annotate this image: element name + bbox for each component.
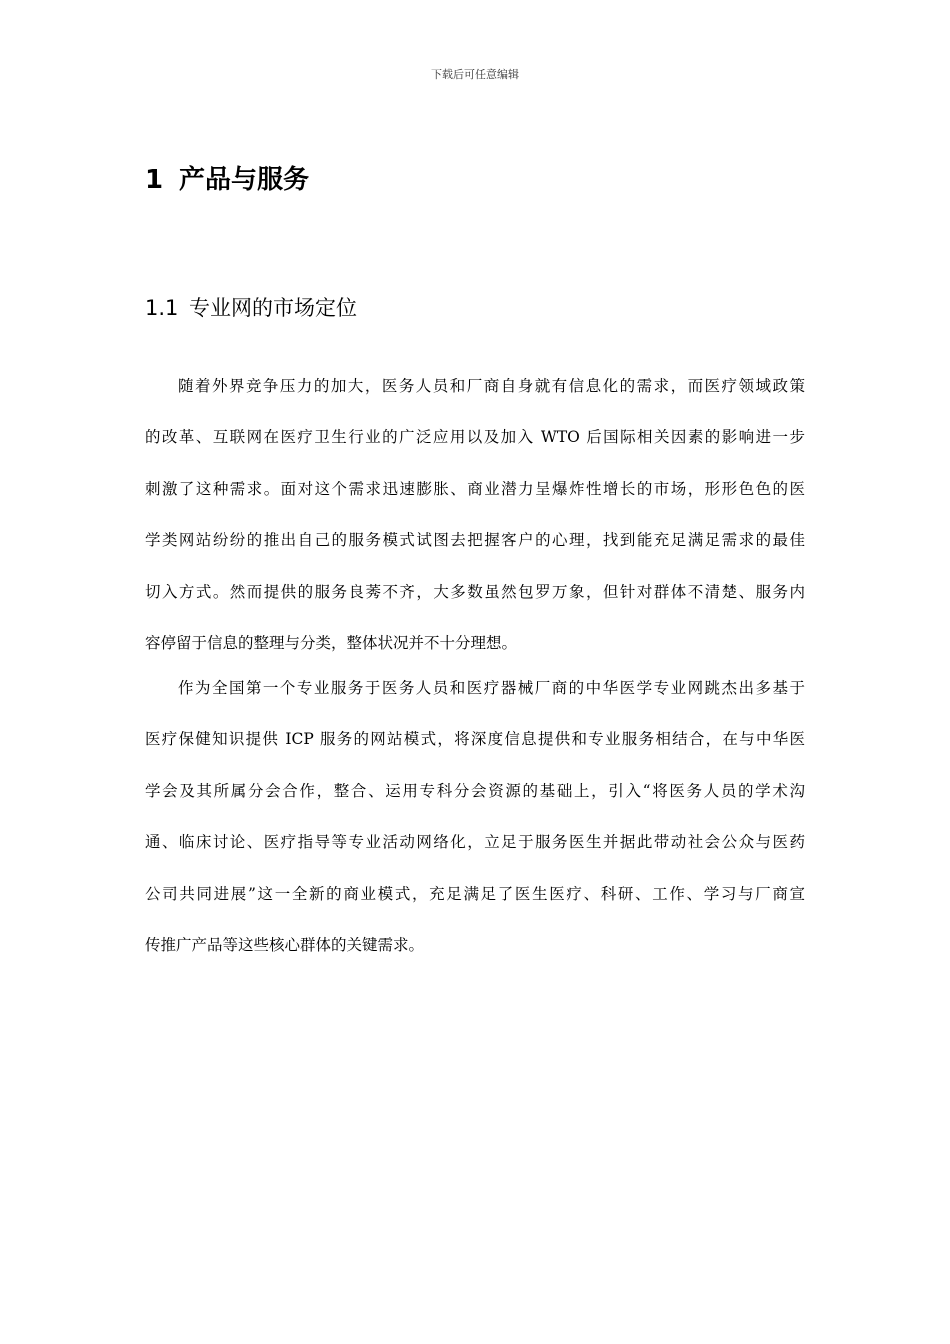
body-paragraph-2 — [145, 663, 805, 971]
chapter-title: 产品与服务 — [179, 165, 310, 195]
chapter-heading — [145, 159, 309, 196]
section-heading — [145, 292, 357, 322]
paragraph-line: 刺激了这种需求。面对这个需求迅速膨胀、商业潜力呈爆炸性增长的市场，形形色色的医 — [145, 479, 805, 498]
paragraph-line: 的改革、互联网在医疗卫生行业的广泛应用以及加入 WTO 后国际相关因素的影响进一步 — [145, 428, 805, 447]
paragraph-line: 学类网站纷纷的推出自己的服务模式试图去把握客户的心理，找到能充足满足需求的最佳 — [145, 531, 805, 550]
section-number: 1.1 — [145, 296, 179, 320]
paragraph-line: 公司共同进展”这一全新的商业模式，充足满足了医生医疗、科研、工作、学习与厂商宣 — [145, 884, 805, 903]
paragraph-line: 通、临床讨论、医疗指导等专业活动网络化，立足于服务医生并据此带动社会公众与医药 — [145, 833, 805, 852]
paragraph-line: 随着外界竞争压力的加大，医务人员和厂商自身就有信息化的需求，而医疗领域政策 — [178, 377, 805, 395]
page-header-note: 下载后可任意编辑 — [431, 68, 519, 81]
paragraph-line: 切入方式。然而提供的服务良莠不齐，大多数虽然包罗万象，但针对群体不清楚、服务内 — [145, 582, 805, 601]
paragraph-line: 作为全国第一个专业服务于医务人员和医疗器械厂商的中华医学专业网跳杰出多基于 — [178, 679, 805, 697]
paragraph-line: 传推广产品等这些核心群体的关键需求。 — [145, 936, 425, 955]
paragraph-line: 医疗保健知识提供 ICP 服务的网站模式，将深度信息提供和专业服务相结合，在与中华医 — [145, 730, 805, 749]
chapter-number: 1 — [145, 165, 164, 195]
paragraph-line: 学会及其所属分会合作，整合、运用专科分会资源的基础上，引入“将医务人员的学术沟 — [145, 781, 805, 800]
body-paragraph-1 — [145, 361, 805, 669]
paragraph-line: 容停留于信息的整理与分类，整体状况并不十分理想。 — [145, 634, 518, 653]
section-title: 专业网的市场定位 — [189, 296, 357, 320]
